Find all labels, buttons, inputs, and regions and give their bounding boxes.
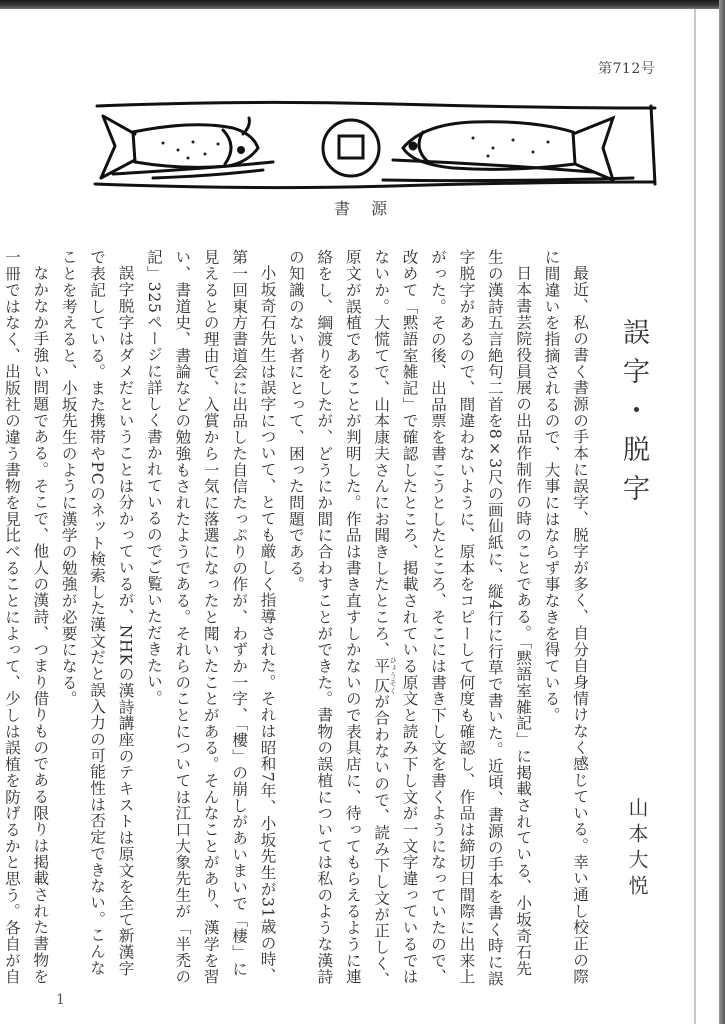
scan-top-edge [0,0,725,9]
issue-number: 第712号 [598,61,656,77]
banner-border-top [97,102,655,108]
article-title: 誤字・脱字 [618,318,649,513]
author-name: 山本大悦 [625,797,649,901]
paragraph: 小坂奇石先生は誤字について、とても厳しく指導された。それは昭和7年、小坂先生が31歳の時、第一回東方書道会に出品した自信たっぷりの作が、わずか一字、「樓」の崩しがあいまいで「棲」に見えるとの理由で、入賞から一気に落選になったと聞いたことがある。そんなことがあり、漢学を習い、書道史、書論などの勉強もされたようである。それらのことについては江口大象先生が「半禿の記」325ページに詳しく書かれているのでご覧いただきたい。 [144,249,277,985]
banner-border-bottom [95,182,653,188]
coin-icon [323,120,379,176]
page-fold-line [694,9,696,1024]
banner-border-right [651,106,655,184]
left-fish-icon [101,116,273,178]
paragraph: なかなか手強い問題である。そこで、他人の漢詩、つまり借りものである限りは掲載された書物を一冊ではなく、出版社の違う書物を見比べることによって、少しは誤植を防げるかと思う。各自が自 [2,249,50,985]
fish-rubbing-banner [93,98,659,194]
furigana: 平仄 ひょうそく [372,656,398,695]
paragraph: 最近、私の書く書源の手本に誤字、脱字が多く、自分自身情けなく感じている。幸い通し校正の際に間違いを指摘されるので、大事にはならず事なきを得ている。 [542,249,589,984]
right-fish-icon [383,118,633,181]
page-number: 1 [56,992,65,1008]
scan-right-edge [719,0,725,1024]
paragraph: 日本書芸院役員展の出品作制作の時のことである。「黙語室雑記」に掲載されている、小坂奇石先生の漢詩五言絶句二首を8×3尺の画仙紙に、縦4行に行草で書いた。近頃、書源の手本を書く時に誤字脱字があるので、間違わないように、原本をコピーして何度も確認し、作品は締切日間際に出来上がった。その後、出品票を書こうとしたところ、そこには書き下し文を書くようになっていたので、改めて「黙語室雑記」で確認したところ、掲載されている原文と読み下し文が一文字違っているではないか。大慌てで、山本康夫さんにお聞きしたところ、平仄 ひょうそくが合わないので、読み下し文が正しく、原文が誤植であることが判明した。作品は書き直すしかないので表具店に、待ってもらえるように連絡をし、綱渡りをしたが、どうにか間に合わすことができた。書物の誤植については私のような漢詩の知識のない者にとって、困った問題である。 [286,249,533,988]
article-body [0,249,594,989]
paragraph: 誤字脱字はダメだということは分かっているが、NHKの漢詩講座のテキストは原文を全て新漢字で表記している。また携帯やPCのネット検索した漢文だと誤入力の可能性は否定できない。こんなことを考えると、小坂先生のように漢学の勉強が必要になる。 [59,249,135,977]
banner-caption: 書 源 [334,199,396,218]
